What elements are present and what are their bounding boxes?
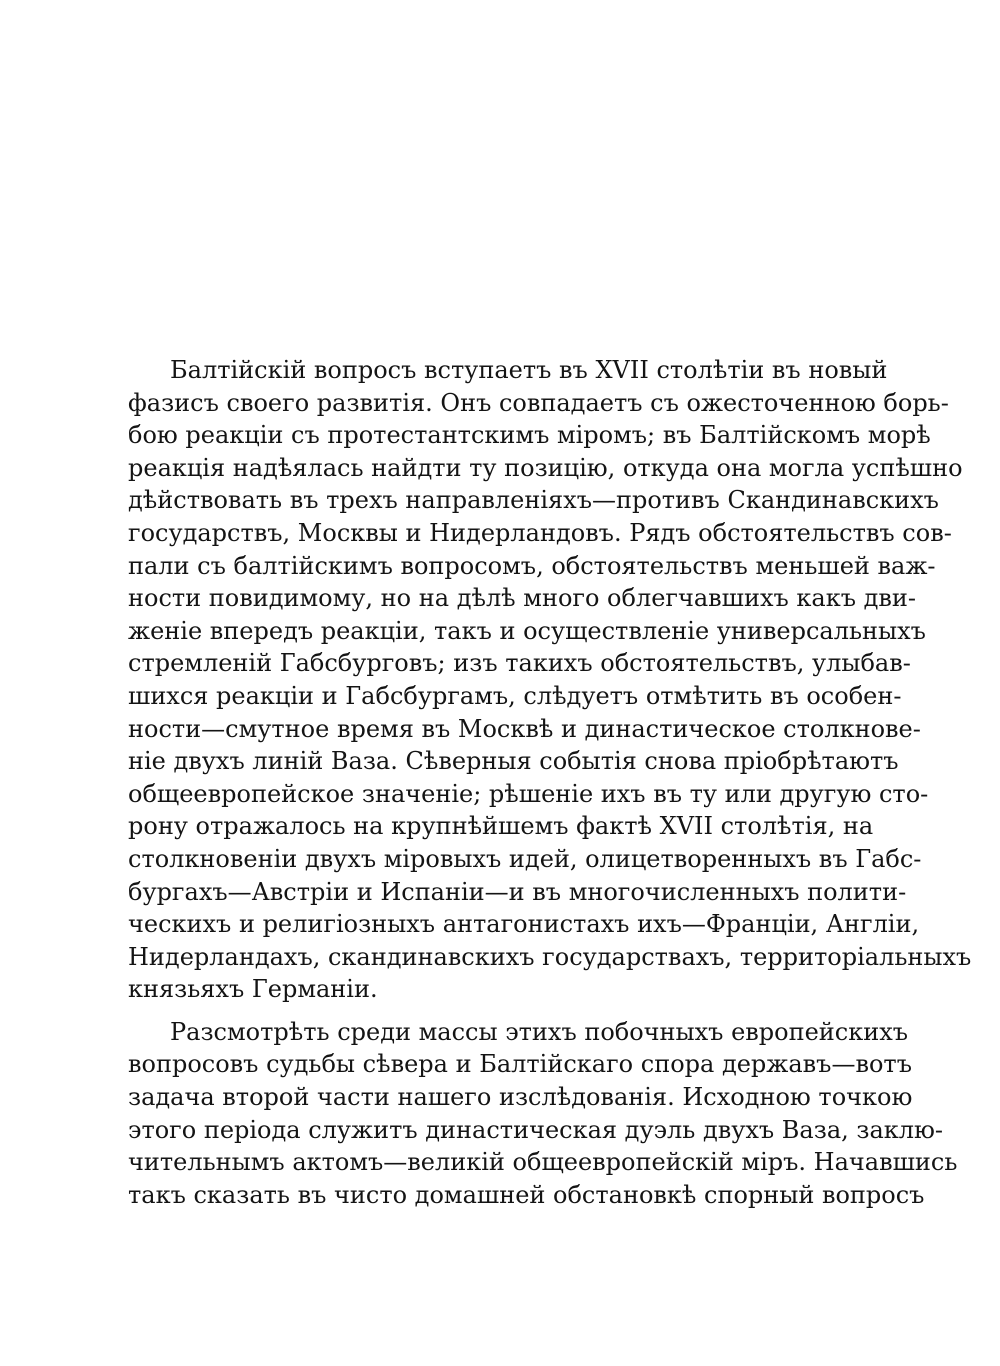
text-line: ніе двухъ линій Ваза. Сѣверныя событія снова пріобрѣтаютъ (128, 747, 899, 776)
text-line: Разсмотрѣть среди массы этихъ побочныхъ европейскихъ (170, 1017, 909, 1046)
text-line: столкновеніи двухъ міровыхъ идей, олицетворенныхъ въ Габс- (128, 844, 922, 873)
text-line: этого періода служитъ династическая дуэль двухъ Ваза, заклю- (128, 1115, 944, 1144)
text-line: задача второй части нашего изслѣдованія. Исходною точкою (128, 1083, 913, 1112)
text-line: вопросовъ судьбы сѣвера и Балтійскаго спора державъ—вотъ (128, 1050, 912, 1079)
text-line: Нидерландахъ, скандинавскихъ государствахъ, территоріальныхъ (128, 942, 972, 971)
text-block (128, 354, 972, 1211)
text-line: фазисъ своего развитія. Онъ совпадаетъ съ ожесточенною борь- (128, 388, 949, 417)
text-line: князьяхъ Германіи. (128, 975, 378, 1004)
text-line: общеевропейское значеніе; рѣшеніе ихъ въ ту или другую сто- (128, 779, 929, 808)
paragraph-gap (128, 1006, 848, 1016)
text-line: Балтійскій вопросъ вступаетъ въ XVII столѣтіи въ новый (170, 356, 888, 384)
paragraph-2 (128, 1016, 958, 1212)
text-line: чительнымъ актомъ—великій общеевропейскій міръ. Начавшись (128, 1148, 958, 1177)
text-line: реакція надѣялась найдти ту позицію, откуда она могла успѣшно (128, 453, 963, 482)
text-line: ности—смутное время въ Москвѣ и династическое столкнове- (128, 714, 921, 743)
text-line: шихся реакціи и Габсбургамъ, слѣдуетъ отмѣтить въ особен- (128, 681, 902, 710)
paragraph-1 (128, 354, 972, 1006)
text-line: женіе впередъ реакціи, такъ и осуществленіе универсальныхъ (128, 616, 926, 645)
text-line: дѣйствовать въ трехъ направленіяхъ—противъ Скандинавскихъ (128, 486, 939, 515)
text-line: пали съ балтійскимъ вопросомъ, обстоятельствъ меньшей важ- (128, 551, 936, 580)
text-line: бургахъ—Австріи и Испаніи—и въ многочисленныхъ полити- (128, 877, 907, 906)
text-line: ческихъ и религіозныхъ антагонистахъ ихъ—Франціи, Англіи, (128, 910, 920, 939)
text-line: бою реакціи съ протестантскимъ міромъ; въ Балтійскомъ морѣ (128, 421, 931, 450)
text-line: рону отражалось на крупнѣйшемъ фактѣ XVII столѣтія, на (128, 812, 874, 841)
text-line: ности повидимому, но на дѣлѣ много облегчавшихъ какъ дви- (128, 584, 917, 613)
text-line: такъ сказать въ чисто домашней обстановкѣ спорный вопросъ (128, 1180, 925, 1209)
text-line: стремленій Габсбурговъ; изъ такихъ обстоятельствъ, улыбав- (128, 649, 911, 678)
text-line: государствъ, Москвы и Нидерландовъ. Рядъ обстоятельствъ сов- (128, 518, 952, 547)
